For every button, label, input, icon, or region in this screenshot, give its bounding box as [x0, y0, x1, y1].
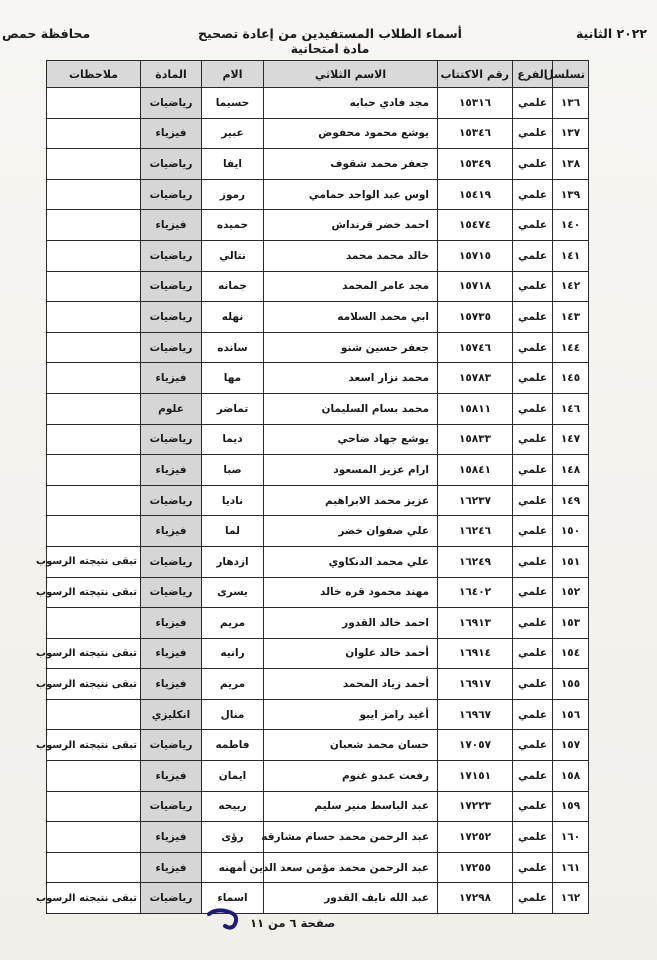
cell-name: يوشع جهاد ضاحي — [264, 424, 438, 455]
cell-subject: فيزياء — [141, 455, 202, 486]
cell-seq: ١٥٨ — [553, 761, 589, 792]
table-row — [47, 699, 589, 730]
cell-notes — [47, 363, 141, 394]
cell-seq: ١٦١ — [553, 852, 589, 883]
cell-seq: ١٤٠ — [553, 210, 589, 241]
table-body — [36, 88, 589, 914]
cell-name: علي محمد الدنكاوي — [264, 546, 438, 577]
cell-notes — [47, 791, 141, 822]
cell-mother: ايفا — [202, 149, 264, 180]
cell-notes: تبقى نتيجته الرسوب — [47, 669, 141, 700]
cell-branch: علمي — [513, 179, 553, 210]
cell-subject: رياضيات — [141, 271, 202, 302]
table-header-row — [47, 61, 589, 88]
cell-mother: حميده — [202, 210, 264, 241]
cell-seq: ١٥٥ — [553, 669, 589, 700]
cell-seq: ١٦٠ — [553, 822, 589, 853]
cell-reg: ١٥٧١٨ — [438, 271, 513, 302]
cell-notes: تبقى نتيجته الرسوب — [47, 546, 141, 577]
cell-notes — [47, 332, 141, 363]
cell-notes — [47, 761, 141, 792]
cell-name: حسان محمد شعبان — [264, 730, 438, 761]
cell-mother: ناديا — [202, 485, 264, 516]
table-row — [47, 455, 589, 486]
cell-subject: رياضيات — [141, 883, 202, 914]
cell-branch: علمي — [513, 210, 553, 241]
cell-subject: انكليزي — [141, 699, 202, 730]
table-row — [47, 608, 589, 639]
cell-mother: نتالي — [202, 240, 264, 271]
table-row — [47, 363, 589, 394]
cell-mother: صبا — [202, 455, 264, 486]
cell-reg: ١٧٢٩٨ — [438, 883, 513, 914]
cell-seq: ١٤٣ — [553, 302, 589, 333]
table-row — [47, 210, 589, 241]
cell-name: يوشع محمود محفوض — [264, 118, 438, 149]
cell-notes — [47, 516, 141, 547]
cell-seq: ١٥٧ — [553, 730, 589, 761]
cell-mother: مريم — [202, 669, 264, 700]
cell-name: عبد الله نايف القدور — [264, 883, 438, 914]
cell-notes — [47, 179, 141, 210]
cell-name: مهند محمود قره خالد — [264, 577, 438, 608]
cell-mother: عبير — [202, 118, 264, 149]
cell-reg: ١٥٨٤١ — [438, 455, 513, 486]
cell-subject: رياضيات — [141, 546, 202, 577]
cell-mother: مريم — [202, 608, 264, 639]
cell-seq: ١٣٧ — [553, 118, 589, 149]
cell-seq: ١٤٦ — [553, 393, 589, 424]
cell-reg: ١٥٣٤٩ — [438, 149, 513, 180]
table-row — [47, 761, 589, 792]
table-row — [47, 118, 589, 149]
cell-subject: علوم — [141, 393, 202, 424]
cell-seq: ١٥٢ — [553, 577, 589, 608]
document-title: أسماء الطلاب المستفيدين من إعادة تصحيح مادة امتحانية — [198, 26, 462, 56]
cell-mother: تماضر — [202, 393, 264, 424]
column-header-mother: الام — [202, 61, 264, 88]
cell-notes: تبقى نتيجته الرسوب — [47, 638, 141, 669]
cell-seq: ١٣٨ — [553, 149, 589, 180]
column-header-reg: رقم الاكتتاب — [438, 61, 513, 88]
table-row — [47, 822, 589, 853]
cell-notes — [47, 699, 141, 730]
cell-subject: رياضيات — [141, 302, 202, 333]
cell-notes — [47, 485, 141, 516]
cell-branch: علمي — [513, 455, 553, 486]
table-row — [47, 302, 589, 333]
cell-branch: علمي — [513, 271, 553, 302]
cell-notes — [47, 822, 141, 853]
cell-reg: ١٦٤٠٢ — [438, 577, 513, 608]
cell-reg: ١٥٧٣٥ — [438, 302, 513, 333]
cell-mother: سانده — [202, 332, 264, 363]
cell-branch: علمي — [513, 822, 553, 853]
cell-name: احمد خضر قرنداش — [264, 210, 438, 241]
cell-name: عبد الرحمن محمد مؤمن سعد الدين — [264, 852, 438, 883]
cell-reg: ١٥٧٨٣ — [438, 363, 513, 394]
cell-notes — [47, 118, 141, 149]
cell-mother: جمانه — [202, 271, 264, 302]
cell-reg: ١٦٢٣٧ — [438, 485, 513, 516]
cell-name: جعفر حسين شنو — [264, 332, 438, 363]
cell-seq: ١٥٩ — [553, 791, 589, 822]
cell-subject: رياضيات — [141, 149, 202, 180]
cell-mother: نهله — [202, 302, 264, 333]
column-header-notes: ملاحظات — [47, 61, 141, 88]
cell-subject: فيزياء — [141, 363, 202, 394]
cell-name: عبد الباسط منير سليم — [264, 791, 438, 822]
table-row — [47, 271, 589, 302]
cell-branch: علمي — [513, 302, 553, 333]
cell-subject: فيزياء — [141, 852, 202, 883]
cell-seq: ١٤٢ — [553, 271, 589, 302]
cell-mother: ايمان — [202, 761, 264, 792]
cell-branch: علمي — [513, 240, 553, 271]
table-row — [47, 393, 589, 424]
cell-name: مجد فادي حبابه — [264, 88, 438, 119]
cell-branch: علمي — [513, 118, 553, 149]
table-row — [47, 546, 589, 577]
cell-mother: مها — [202, 363, 264, 394]
cell-notes — [47, 852, 141, 883]
cell-name: أحمد خالد علوان — [264, 638, 438, 669]
cell-subject: رياضيات — [141, 179, 202, 210]
cell-seq: ١٥٣ — [553, 608, 589, 639]
cell-mother: ربيحه — [202, 791, 264, 822]
cell-name: اوس عبد الواحد حمامي — [264, 179, 438, 210]
cell-notes — [47, 455, 141, 486]
table-row — [47, 638, 589, 669]
cell-mother: رموز — [202, 179, 264, 210]
cell-notes: تبقى نتيجته الرسوب — [47, 577, 141, 608]
cell-name: ارام عزيز المسعود — [264, 455, 438, 486]
cell-reg: ١٥٣٤٦ — [438, 118, 513, 149]
column-header-name: الاسم الثلاثي — [264, 61, 438, 88]
table-row — [47, 240, 589, 271]
table-row — [47, 179, 589, 210]
cell-name: ابي محمد السلامه — [264, 302, 438, 333]
cell-branch: علمي — [513, 761, 553, 792]
cell-branch: علمي — [513, 516, 553, 547]
cell-mother: حسيما — [202, 88, 264, 119]
cell-subject: فيزياء — [141, 516, 202, 547]
cell-mother: أمهنه — [202, 852, 264, 883]
session-label: ٢٠٢٢ الثانية — [575, 26, 647, 41]
cell-subject: فيزياء — [141, 822, 202, 853]
cell-branch: علمي — [513, 791, 553, 822]
cell-mother: لما — [202, 516, 264, 547]
cell-branch: علمي — [513, 883, 553, 914]
cell-seq: ١٤١ — [553, 240, 589, 271]
column-header-subject: المادة — [141, 61, 202, 88]
cell-subject: فيزياء — [141, 118, 202, 149]
cell-name: علي صفوان خضر — [264, 516, 438, 547]
cell-reg: ١٦٩١٧ — [438, 669, 513, 700]
table-row — [47, 791, 589, 822]
cell-branch: علمي — [513, 669, 553, 700]
cell-branch: علمي — [513, 730, 553, 761]
cell-reg: ١٧١٥١ — [438, 761, 513, 792]
cell-reg: ١٥٨١١ — [438, 393, 513, 424]
table-row — [47, 424, 589, 455]
cell-branch: علمي — [513, 332, 553, 363]
cell-subject: رياضيات — [141, 88, 202, 119]
cell-subject: فيزياء — [141, 669, 202, 700]
cell-notes: تبقى نتيجته الرسوب — [47, 883, 141, 914]
handwritten-page-mark-icon — [205, 906, 245, 932]
cell-name: أغيد رامز ايبو — [264, 699, 438, 730]
cell-seq: ١٣٩ — [553, 179, 589, 210]
table-row — [47, 577, 589, 608]
cell-seq: ١٥٤ — [553, 638, 589, 669]
cell-seq: ١٥١ — [553, 546, 589, 577]
cell-subject: رياضيات — [141, 424, 202, 455]
cell-notes — [47, 149, 141, 180]
cell-name: عزيز محمد الابراهيم — [264, 485, 438, 516]
cell-notes — [47, 424, 141, 455]
cell-mother: فاطمه — [202, 730, 264, 761]
cell-seq: ١٤٤ — [553, 332, 589, 363]
cell-seq: ١٤٨ — [553, 455, 589, 486]
cell-mother: اسماء — [202, 883, 264, 914]
cell-reg: ١٦٩١٤ — [438, 638, 513, 669]
students-table — [36, 60, 589, 914]
cell-seq: ١٥٠ — [553, 516, 589, 547]
cell-reg: ١٧٠٥٧ — [438, 730, 513, 761]
cell-subject: رياضيات — [141, 577, 202, 608]
cell-reg: ١٧٢٥٥ — [438, 852, 513, 883]
cell-branch: علمي — [513, 577, 553, 608]
cell-seq: ١٤٩ — [553, 485, 589, 516]
cell-reg: ١٥٧٤٦ — [438, 332, 513, 363]
cell-notes — [47, 608, 141, 639]
cell-mother: ديما — [202, 424, 264, 455]
table-row — [47, 852, 589, 883]
cell-seq: ١٦٢ — [553, 883, 589, 914]
cell-reg: ١٦٩١٣ — [438, 608, 513, 639]
cell-subject: رياضيات — [141, 791, 202, 822]
cell-reg: ١٥٨٣٣ — [438, 424, 513, 455]
cell-branch: علمي — [513, 363, 553, 394]
cell-notes — [47, 210, 141, 241]
cell-branch: علمي — [513, 546, 553, 577]
cell-branch: علمي — [513, 852, 553, 883]
cell-subject: فيزياء — [141, 210, 202, 241]
cell-subject: فيزياء — [141, 761, 202, 792]
cell-seq: ١٣٦ — [553, 88, 589, 119]
cell-reg: ١٦٢٤٩ — [438, 546, 513, 577]
table-row — [47, 485, 589, 516]
cell-name: خالد محمد محمد — [264, 240, 438, 271]
cell-name: جعفر محمد شقوف — [264, 149, 438, 180]
cell-mother: يسرى — [202, 577, 264, 608]
cell-notes: تبقى نتيجته الرسوب — [47, 730, 141, 761]
table-row — [47, 88, 589, 119]
cell-subject: فيزياء — [141, 608, 202, 639]
governorate-label: محافظة حمص — [2, 26, 91, 41]
table-row — [47, 332, 589, 363]
cell-name: محمد نزار اسعد — [264, 363, 438, 394]
cell-branch: علمي — [513, 485, 553, 516]
cell-branch: علمي — [513, 149, 553, 180]
table-row — [47, 730, 589, 761]
cell-seq: ١٤٧ — [553, 424, 589, 455]
page-header — [0, 26, 657, 56]
cell-reg: ١٦٢٤٦ — [438, 516, 513, 547]
cell-branch: علمي — [513, 88, 553, 119]
cell-name: أحمد زياد المحمد — [264, 669, 438, 700]
cell-notes — [47, 240, 141, 271]
cell-reg: ١٥٤١٩ — [438, 179, 513, 210]
cell-branch: علمي — [513, 638, 553, 669]
cell-notes — [47, 88, 141, 119]
cell-name: مجد عامر المحمد — [264, 271, 438, 302]
table-row — [47, 883, 589, 914]
cell-reg: ١٥٣١٦ — [438, 88, 513, 119]
cell-reg: ١٦٩٦٧ — [438, 699, 513, 730]
cell-seq: ١٤٥ — [553, 363, 589, 394]
cell-subject: رياضيات — [141, 240, 202, 271]
cell-branch: علمي — [513, 699, 553, 730]
column-header-seq: تسلسل — [553, 61, 589, 88]
cell-reg: ١٥٧١٥ — [438, 240, 513, 271]
table-row — [47, 516, 589, 547]
table-row — [47, 149, 589, 180]
cell-subject: فيزياء — [141, 638, 202, 669]
column-header-branch: الفرع — [513, 61, 553, 88]
cell-notes — [47, 271, 141, 302]
cell-reg: ١٥٤٧٤ — [438, 210, 513, 241]
cell-subject: رياضيات — [141, 485, 202, 516]
cell-seq: ١٥٦ — [553, 699, 589, 730]
cell-notes — [47, 393, 141, 424]
cell-notes — [47, 302, 141, 333]
cell-mother: رانيه — [202, 638, 264, 669]
cell-mother: ازدهار — [202, 546, 264, 577]
cell-subject: رياضيات — [141, 332, 202, 363]
cell-subject: رياضيات — [141, 730, 202, 761]
cell-branch: علمي — [513, 393, 553, 424]
cell-name: رفعت عبدو غنوم — [264, 761, 438, 792]
page-number: صفحة ٦ من ١١ — [250, 916, 336, 930]
cell-name: احمد خالد القدور — [264, 608, 438, 639]
cell-branch: علمي — [513, 608, 553, 639]
cell-branch: علمي — [513, 424, 553, 455]
cell-mother: منال — [202, 699, 264, 730]
cell-reg: ١٧٢٥٢ — [438, 822, 513, 853]
table-row — [47, 669, 589, 700]
cell-name: محمد بسام السليمان — [264, 393, 438, 424]
cell-reg: ١٧٢٢٣ — [438, 791, 513, 822]
cell-mother: رؤى — [202, 822, 264, 853]
cell-name: عبد الرحمن محمد حسام مشارقه — [264, 822, 438, 853]
